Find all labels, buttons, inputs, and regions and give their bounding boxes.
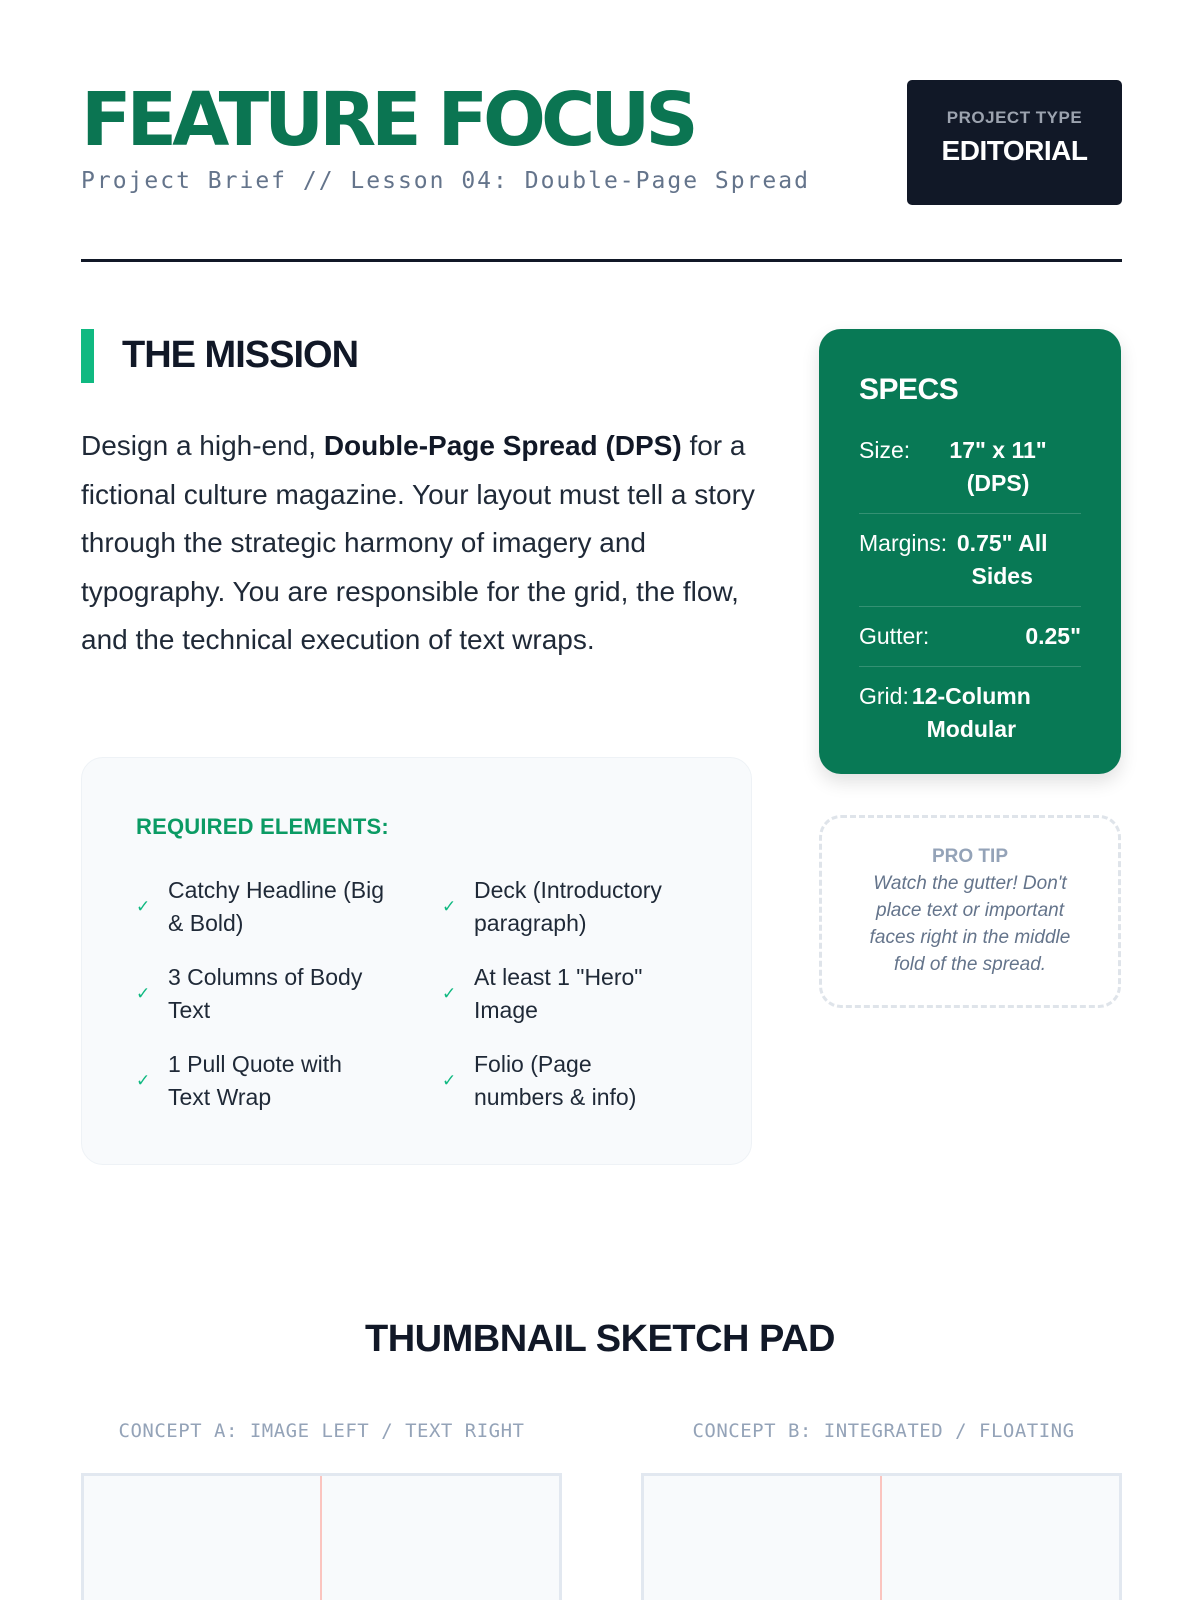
checkmark-icon: ✓ bbox=[136, 1071, 151, 1090]
checkmark-icon: ✓ bbox=[136, 897, 151, 916]
checkmark-icon: ✓ bbox=[442, 897, 457, 916]
mission-accent-bar bbox=[81, 329, 94, 383]
checkmark-icon: ✓ bbox=[136, 984, 151, 1003]
spec-label: Gutter: bbox=[859, 623, 930, 649]
spec-label: Margins: bbox=[859, 530, 948, 556]
list-item-text: 3 Columns of Body Text bbox=[168, 964, 363, 1023]
required-elements-title: REQUIRED ELEMENTS: bbox=[136, 814, 389, 839]
fold-line bbox=[880, 1476, 882, 1600]
list-item bbox=[136, 1048, 386, 1114]
spec-value: 0.75" All Sides bbox=[956, 530, 1048, 589]
list-item-text: Folio (Page numbers & info) bbox=[474, 1051, 637, 1110]
page-title: FEATURE FOCUS bbox=[81, 77, 694, 163]
header bbox=[81, 77, 1122, 262]
project-type-badge bbox=[907, 80, 1122, 205]
specs-title: SPECS bbox=[859, 373, 959, 406]
pro-tip-label: PRO TIP bbox=[931, 846, 1008, 867]
mission-intro: Design a high-end, bbox=[81, 430, 324, 461]
specs-card bbox=[819, 329, 1121, 774]
spec-row-size bbox=[859, 421, 1081, 514]
required-elements-box bbox=[81, 757, 752, 1165]
fold-line bbox=[320, 1476, 322, 1600]
pro-tip-text: Watch the gutter! Don't place text or important faces right in the middle fold of the spread. bbox=[869, 873, 1071, 975]
mission-paragraph bbox=[81, 422, 761, 665]
spec-value: 17" x 11" (DPS) bbox=[949, 437, 1047, 496]
list-item bbox=[442, 874, 702, 940]
list-item bbox=[442, 1048, 672, 1114]
mission-body: for a fictional culture magazine. Your layout must tell a story through the strategic harmony of imagery and typography. You are responsible for the grid, the flow, and the technical execution of text wraps. bbox=[81, 430, 755, 655]
spec-value: 0.25" bbox=[1025, 623, 1081, 649]
spec-row-margins bbox=[859, 514, 1081, 607]
checkmark-icon: ✓ bbox=[442, 1071, 457, 1090]
concept-a-label: CONCEPT A: IMAGE LEFT / TEXT RIGHT bbox=[118, 1420, 525, 1442]
spec-value: 12-Column Modular bbox=[911, 683, 1031, 742]
list-item bbox=[136, 874, 386, 940]
spec-label: Size: bbox=[859, 437, 911, 463]
spec-row-gutter bbox=[859, 607, 1081, 667]
mission-heading: THE MISSION bbox=[122, 334, 359, 376]
pro-tip-box bbox=[819, 815, 1121, 1008]
mission-emphasis: Double-Page Spread (DPS) bbox=[323, 430, 682, 461]
spec-label: Grid: bbox=[859, 683, 909, 709]
badge-label: PROJECT TYPE bbox=[946, 108, 1083, 127]
list-item-text: Deck (Introductory paragraph) bbox=[474, 877, 662, 936]
badge-value: EDITORIAL bbox=[941, 135, 1088, 166]
list-item-text: At least 1 "Hero" Image bbox=[474, 964, 643, 1023]
spec-row-grid bbox=[859, 667, 1081, 759]
sketch-box-concept-a[interactable] bbox=[81, 1473, 562, 1600]
checkmark-icon: ✓ bbox=[442, 984, 457, 1003]
list-item bbox=[442, 961, 672, 1027]
concept-b-label: CONCEPT B: INTEGRATED / FLOATING bbox=[692, 1420, 1075, 1442]
list-item bbox=[136, 961, 386, 1027]
sketch-box-concept-b[interactable] bbox=[641, 1473, 1122, 1600]
list-item-text: 1 Pull Quote with Text Wrap bbox=[168, 1051, 342, 1110]
page-subtitle: Project Brief // Lesson 04: Double-Page Spread bbox=[81, 168, 810, 194]
list-item-text: Catchy Headline (Big & Bold) bbox=[168, 877, 385, 936]
sketch-pad-title: THUMBNAIL SKETCH PAD bbox=[365, 1318, 835, 1360]
